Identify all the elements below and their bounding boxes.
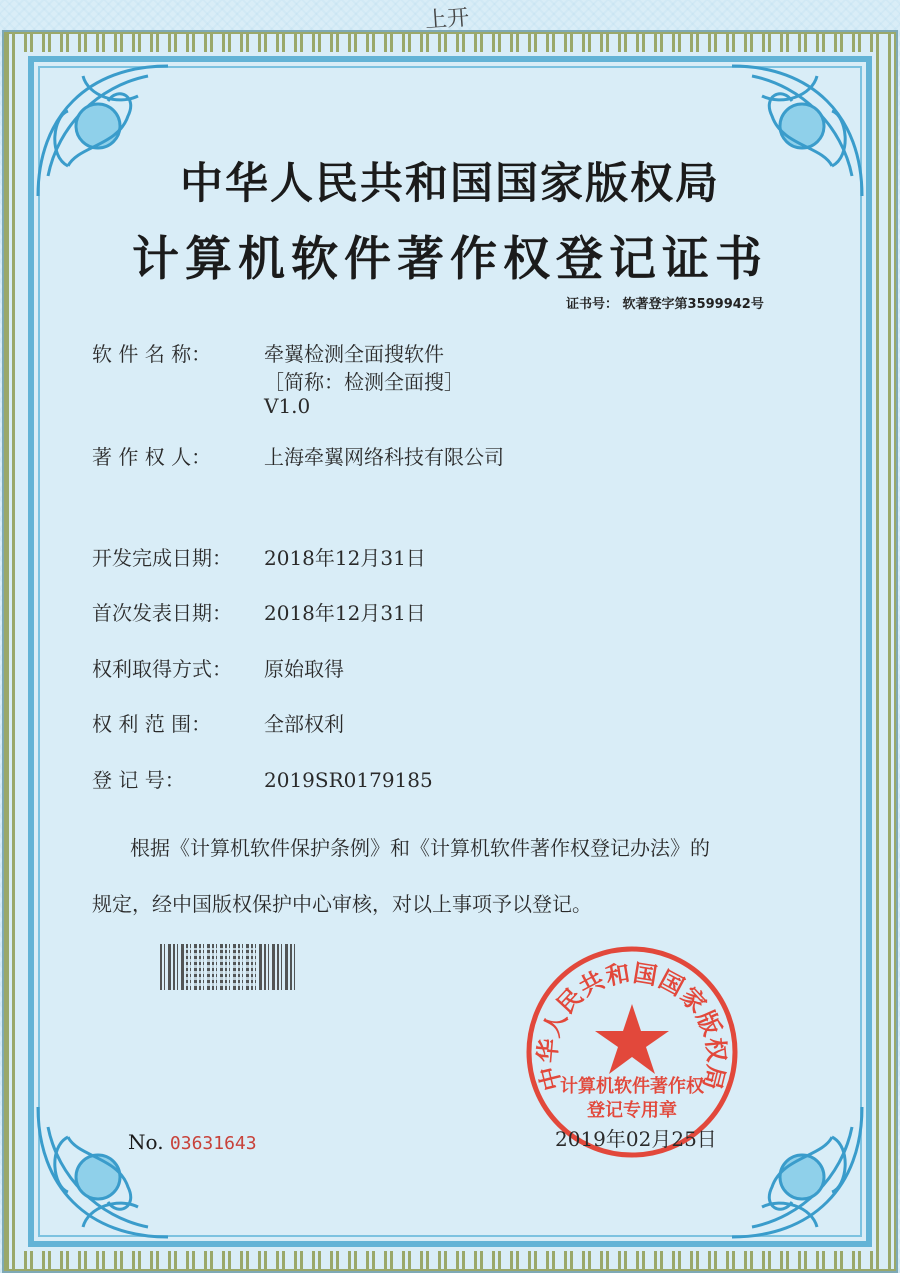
serial-number (128, 1130, 257, 1154)
serial-digits: 03631643 (169, 1133, 257, 1154)
seal-text-line-2: 登记专用章 (587, 1100, 677, 1121)
software-version: V1.0 (264, 394, 311, 418)
scope-label: 权 利 范 围： (92, 712, 212, 736)
pub-date-row (92, 597, 426, 626)
corner-ornament-icon (28, 1097, 178, 1247)
scope-value: 全部权利 (264, 712, 344, 736)
owner-label: 著 作 权 人： (92, 445, 212, 469)
dev-date-row (92, 542, 426, 571)
certificate-number: 证书号： 软著登字第3599942号 (566, 297, 764, 312)
software-name-value: 牵翼检测全面搜软件 (264, 342, 444, 366)
handwritten-note: 上开 (424, 5, 470, 34)
seal-text-line-1: 计算机软件著作权 (560, 1076, 704, 1097)
pub-date-label: 首次发表日期： (92, 601, 232, 625)
serial-prefix: No. (128, 1130, 164, 1154)
software-short-name: ［简称：检测全面搜］ (264, 370, 464, 394)
software-name-row (92, 338, 444, 367)
barcode-icon (160, 944, 295, 990)
acquire-label: 权利取得方式： (92, 657, 232, 681)
svg-text:中华人民共和国国家版权局: 中华人民共和国国家版权局 (533, 958, 731, 1094)
statement-line-1: 根据《计算机软件保护条例》和《计算机软件著作权登记办法》的 (130, 836, 710, 860)
owner-value: 上海牵翼网络科技有限公司 (264, 445, 504, 469)
issue-date: 2019年02月25日 (555, 1127, 717, 1151)
acquire-value: 原始取得 (264, 657, 344, 681)
registration-row (92, 764, 433, 793)
issuer-title: 中华人民共和国国家版权局 (180, 159, 720, 209)
registration-label: 登 记 号： (92, 768, 185, 792)
corner-ornament-icon (722, 1097, 872, 1247)
owner-row (92, 441, 504, 470)
statement-line-2: 规定，经中国版权保护中心审核，对以上事项予以登记。 (92, 892, 592, 916)
registration-number: 2019SR0179185 (264, 768, 433, 792)
software-name-label: 软 件 名 称： (92, 342, 212, 366)
certificate-title: 计算机软件著作权登记证书 (132, 232, 768, 287)
scope-row (92, 708, 344, 737)
pub-date-value: 2018年12月31日 (264, 601, 426, 625)
acquire-row (92, 653, 344, 682)
dev-date-label: 开发完成日期： (92, 546, 232, 570)
dev-date-value: 2018年12月31日 (264, 546, 426, 570)
